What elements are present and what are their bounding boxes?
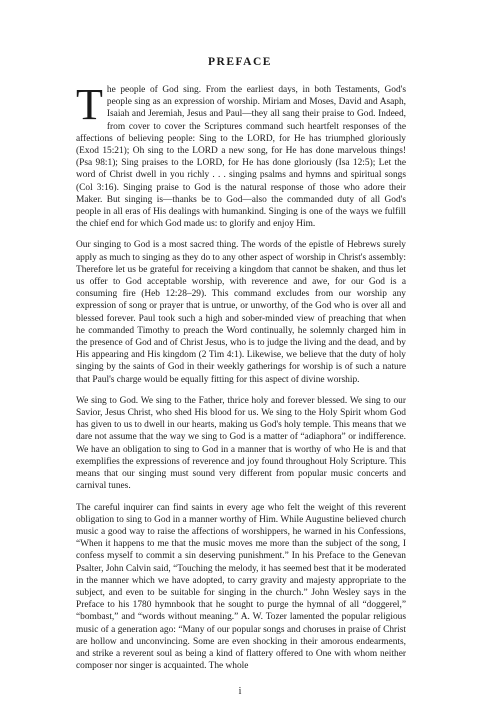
preface-body — [76, 80, 406, 681]
paragraph-1 — [76, 80, 406, 230]
drop-cap: T — [76, 80, 103, 129]
paragraph-2: Our singing to God is a most sacred thing. The words of the epistle of Hebrews surely apply as much to singing as they do to any other aspect of worship in Christ's assembly: Therefore let us be grateful for receiving a kingdom that cannot be shaken, and thus let us offer to God acceptable worship, with reverence and awe, for our God is a consuming fire (Heb 12:28–29). This command excludes from our worship any expression of song or prayer that is untrue, or unworthy, of the God who is over all and blessed forever. Paul took such a high and sober-minded view of preaching that when he commanded Timothy to preach the Word continually, he solemnly charged him in the presence of God and of Christ Jesus, who is to judge the living and the dead, and by His appearing and His kingdom (2 Tim 4:1). Likewise, we believe that the duty of holy singing by the saints of God in their weekly gatherings for worship is of such a nature that Paul's charge would be equally fitting for this aspect of divine worship. — [76, 240, 406, 385]
page-heading: PREFACE — [208, 56, 272, 68]
paragraph-1-text: he people of God sing. From the earliest days, in both Testaments, God's people sing as an expression of worship. Miriam and Moses, David and Asaph, Isaiah and Jeremiah, Jesus and Paul—they all sang their praise to God. Indeed, from cover to cover the Scriptures command such heartfelt responses of the affections of believing people: Sing to the LORD, for He has triumphed gloriously (Exod 15:21); Oh sing to the LORD a new song, for He has done marvelous things! (Psa 98:1); Sing praises to the LORD, for He has done gloriously (Isa 12:5); Let the word of Christ dwell in you richly . . . singing psalms and hymns and spiritual songs (Col 3:16). Singing praise to God is the natural response of those who adore their Maker. But singing is—thanks be to God—also the commanded duty of all God's people in all eras of His dealings with humankind. Singing is one of the ways we fulfill the chief end for which God made us: to glorify and enjoy Him. — [76, 85, 406, 230]
page-number: i — [238, 686, 242, 697]
paragraph-3: We sing to God. We sing to the Father, thrice holy and forever blessed. We sing to our Savior, Jesus Christ, who shed His blood for us. We sing to the Holy Spirit whom God has given to us to dwell in our hearts, making us God's holy temple. This means that we dare not assume that the way we sing to God is a matter of “adiaphora” or indifference. We have an obligation to sing to God in a manner that is worthy of who He is and that exemplifies the expressions of reverence and joy found throughout Holy Scripture. This means that our singing must sound very different from popular music concerts and carnival tunes. — [76, 395, 406, 492]
paragraph-4: The careful inquirer can find saints in every age who felt the weight of this reverent obligation to sing to God in a manner worthy of Him. While Augustine believed church music a good way to raise the affections of worshippers, he warned in his Confessions, “When it happens to me that the music moves me more than the subject of the song, I confess myself to commit a sin deserving punishment.” In his Preface to the Genevan Psalter, John Calvin said, “Touching the melody, it has seemed best that it be moderated in the manner which we have adopted, to carry gravity and majesty appropriate to the subject, and even to be suitable for singing in the church.” John Wesley says in the Preface to his 1780 hymnbook that he sought to purge the hymnal of all “doggerel,” “bombast,” and “words without meaning.” A. W. Tozer lamented the popular religious music of a generation ago: “Many of our popular songs and choruses in praise of Christ are hollow and unconvincing. Some are even shocking in their amorous endearments, and strike a reverent soul as being a kind of flattery offered to One with whom neither composer nor singer is acquainted. The whole — [76, 502, 406, 672]
